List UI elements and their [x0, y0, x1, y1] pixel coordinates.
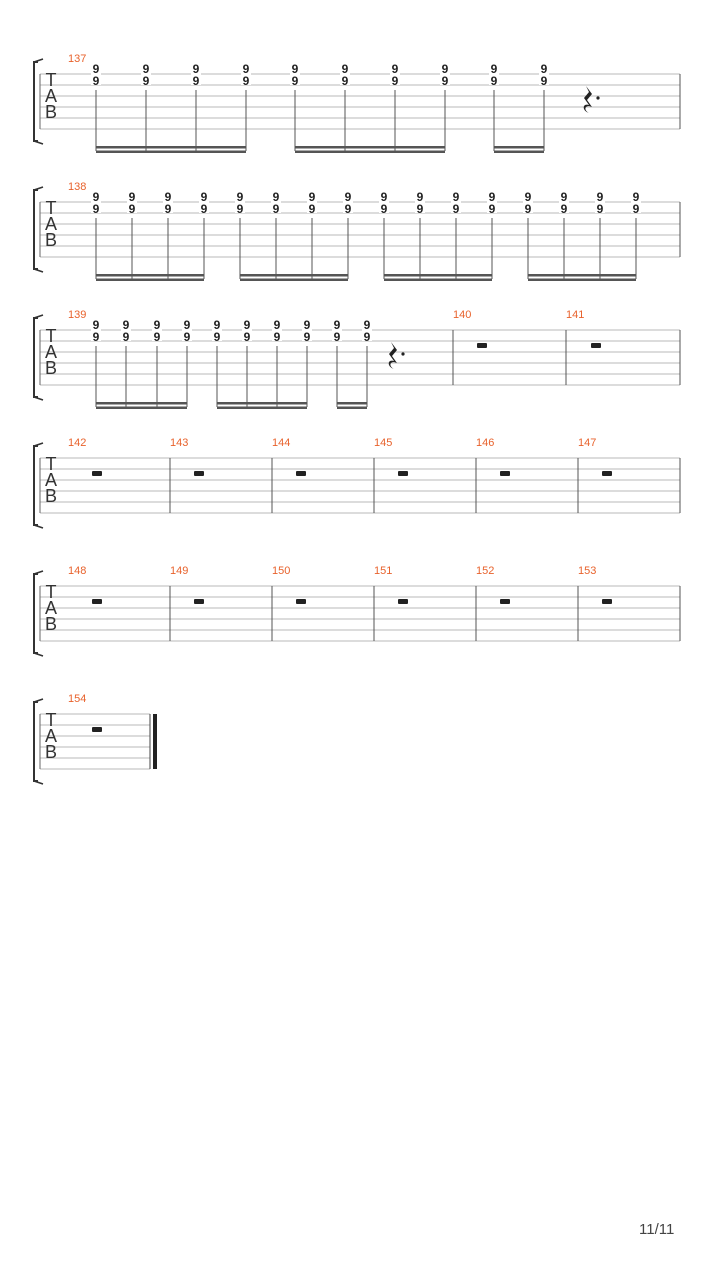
fret-number: 9: [560, 202, 568, 216]
beam: [96, 151, 246, 154]
whole-rest: [398, 471, 408, 476]
beam: [96, 407, 187, 410]
beam: [528, 274, 636, 277]
fret-number: 9: [488, 190, 496, 204]
whole-rest: [500, 471, 510, 476]
beam: [96, 274, 204, 277]
measure-number: 153: [578, 565, 597, 577]
fret-number: 9: [441, 74, 449, 88]
fret-number: 9: [540, 62, 548, 76]
tab-clef-letter: T: [45, 454, 57, 474]
fret-number: 9: [243, 330, 251, 344]
tab-clef-letter: T: [45, 70, 57, 90]
quarter-rest: [584, 86, 592, 113]
tab-clef-letter: T: [45, 326, 57, 346]
fret-number: 9: [242, 74, 250, 88]
bracket-tip-top: [34, 699, 43, 702]
beam: [240, 279, 348, 282]
fret-number: 9: [308, 190, 316, 204]
fret-number: 9: [303, 318, 311, 332]
fret-number: 9: [142, 74, 150, 88]
tab-clef-letter: B: [44, 742, 58, 762]
staff-system: [34, 309, 680, 409]
fret-number: 9: [92, 74, 100, 88]
measure-number: 143: [170, 437, 189, 449]
staff-system: [34, 565, 680, 656]
whole-rest: [500, 599, 510, 604]
fret-number: 9: [153, 330, 161, 344]
measure-number: 145: [374, 437, 393, 449]
staff-system: [34, 437, 680, 528]
bracket-tip-top: [34, 315, 43, 318]
system-bracket: [34, 318, 38, 397]
measure-number: 149: [170, 565, 189, 577]
fret-number: 9: [452, 202, 460, 216]
fret-number: 9: [344, 202, 352, 216]
bracket-tip-top: [34, 59, 43, 62]
tab-clef-letter: A: [44, 342, 58, 362]
fret-number: 9: [142, 62, 150, 76]
fret-number: 9: [341, 74, 349, 88]
tab-clef-letter: B: [44, 230, 58, 250]
beam: [295, 151, 445, 154]
fret-number: 9: [632, 202, 640, 216]
fret-number: 9: [363, 318, 371, 332]
fret-number: 9: [122, 318, 130, 332]
measure-number: 152: [476, 565, 495, 577]
tab-clef-letter: A: [44, 86, 58, 106]
fret-number: 9: [242, 62, 250, 76]
fret-number: 9: [92, 330, 100, 344]
whole-rest: [194, 599, 204, 604]
fret-number: 9: [164, 190, 172, 204]
tab-clef-letter: A: [44, 214, 58, 234]
system-bracket: [34, 702, 38, 781]
fret-number: 9: [213, 318, 221, 332]
measure-number: 137: [68, 53, 87, 65]
quarter-rest: [389, 342, 397, 369]
bracket-tip-bottom: [34, 781, 43, 784]
fret-number: 9: [273, 318, 281, 332]
fret-number: 9: [380, 202, 388, 216]
whole-rest: [398, 599, 408, 604]
measure-number: 144: [272, 437, 291, 449]
fret-number: 9: [200, 190, 208, 204]
rest-dot: [596, 96, 599, 99]
whole-rest: [602, 599, 612, 604]
bracket-tip-top: [34, 443, 43, 446]
fret-number: 9: [92, 202, 100, 216]
measure-number: 154: [68, 693, 87, 705]
fret-number: 9: [164, 202, 172, 216]
whole-rest: [477, 343, 487, 348]
system-bracket: [34, 446, 38, 525]
fret-number: 9: [200, 202, 208, 216]
fret-number: 9: [416, 202, 424, 216]
tab-clef-letter: A: [44, 726, 58, 746]
fret-number: 9: [92, 318, 100, 332]
tab-clef-letter: B: [44, 486, 58, 506]
tab-clef-letter: T: [45, 710, 57, 730]
system-bracket: [34, 574, 38, 653]
whole-rest: [92, 599, 102, 604]
bracket-tip-top: [34, 187, 43, 190]
tab-clef-letter: A: [44, 470, 58, 490]
fret-number: 9: [183, 318, 191, 332]
beam: [528, 279, 636, 282]
beam: [384, 274, 492, 277]
fret-number: 9: [488, 202, 496, 216]
beam: [295, 146, 445, 149]
measure-number: 151: [374, 565, 393, 577]
measure-number: 140: [453, 309, 472, 321]
fret-number: 9: [416, 190, 424, 204]
rest-dot: [401, 352, 404, 355]
fret-number: 9: [183, 330, 191, 344]
fret-number: 9: [344, 190, 352, 204]
measure-number: 141: [566, 309, 585, 321]
fret-number: 9: [380, 190, 388, 204]
fret-number: 9: [391, 74, 399, 88]
measure-number: 142: [68, 437, 87, 449]
fret-number: 9: [291, 62, 299, 76]
fret-number: 9: [560, 190, 568, 204]
beam: [96, 146, 246, 149]
tab-clef-letter: B: [44, 102, 58, 122]
fret-number: 9: [128, 202, 136, 216]
fret-number: 9: [391, 62, 399, 76]
fret-number: 9: [596, 190, 604, 204]
system-bracket: [34, 62, 38, 141]
bracket-tip-bottom: [34, 141, 43, 144]
fret-number: 9: [490, 62, 498, 76]
beam: [240, 274, 348, 277]
whole-rest: [92, 727, 102, 732]
staff-system: [34, 693, 157, 784]
measure-number: 138: [68, 181, 87, 193]
beam: [337, 402, 367, 405]
fret-number: 9: [192, 74, 200, 88]
beam: [217, 407, 307, 410]
fret-number: 9: [490, 74, 498, 88]
whole-rest: [602, 471, 612, 476]
tab-clef-letter: A: [44, 598, 58, 618]
fret-number: 9: [272, 190, 280, 204]
whole-rest: [591, 343, 601, 348]
fret-number: 9: [273, 330, 281, 344]
staff-system: [34, 181, 680, 281]
fret-number: 9: [596, 202, 604, 216]
staff-system: [34, 53, 680, 153]
fret-number: 9: [524, 190, 532, 204]
final-barline-thick: [153, 714, 157, 769]
fret-number: 9: [213, 330, 221, 344]
page-number: 11/11: [639, 1221, 675, 1238]
measure-number: 146: [476, 437, 495, 449]
fret-number: 9: [341, 62, 349, 76]
whole-rest: [296, 599, 306, 604]
bracket-tip-top: [34, 571, 43, 574]
bracket-tip-bottom: [34, 525, 43, 528]
fret-number: 9: [308, 202, 316, 216]
fret-number: 9: [441, 62, 449, 76]
tab-clef-letter: B: [44, 614, 58, 634]
fret-number: 9: [122, 330, 130, 344]
bracket-tip-bottom: [34, 269, 43, 272]
fret-number: 9: [303, 330, 311, 344]
tab-clef-letter: T: [45, 198, 57, 218]
fret-number: 9: [243, 318, 251, 332]
beam: [96, 402, 187, 405]
beam: [494, 151, 544, 154]
measure-number: 139: [68, 309, 87, 321]
tab-clef-letter: T: [45, 582, 57, 602]
beam: [337, 407, 367, 410]
beam: [96, 279, 204, 282]
fret-number: 9: [540, 74, 548, 88]
fret-number: 9: [92, 62, 100, 76]
bracket-tip-bottom: [34, 653, 43, 656]
fret-number: 9: [452, 190, 460, 204]
fret-number: 9: [92, 190, 100, 204]
whole-rest: [194, 471, 204, 476]
fret-number: 9: [128, 190, 136, 204]
fret-number: 9: [153, 318, 161, 332]
bracket-tip-bottom: [34, 397, 43, 400]
fret-number: 9: [333, 318, 341, 332]
fret-number: 9: [236, 190, 244, 204]
fret-number: 9: [291, 74, 299, 88]
measure-number: 147: [578, 437, 597, 449]
measure-number: 148: [68, 565, 87, 577]
whole-rest: [296, 471, 306, 476]
whole-rest: [92, 471, 102, 476]
measure-number: 150: [272, 565, 291, 577]
beam: [217, 402, 307, 405]
fret-number: 9: [333, 330, 341, 344]
fret-number: 9: [524, 202, 532, 216]
beam: [384, 279, 492, 282]
fret-number: 9: [363, 330, 371, 344]
tab-clef-letter: B: [44, 358, 58, 378]
fret-number: 9: [236, 202, 244, 216]
fret-number: 9: [272, 202, 280, 216]
fret-number: 9: [632, 190, 640, 204]
beam: [494, 146, 544, 149]
fret-number: 9: [192, 62, 200, 76]
system-bracket: [34, 190, 38, 269]
